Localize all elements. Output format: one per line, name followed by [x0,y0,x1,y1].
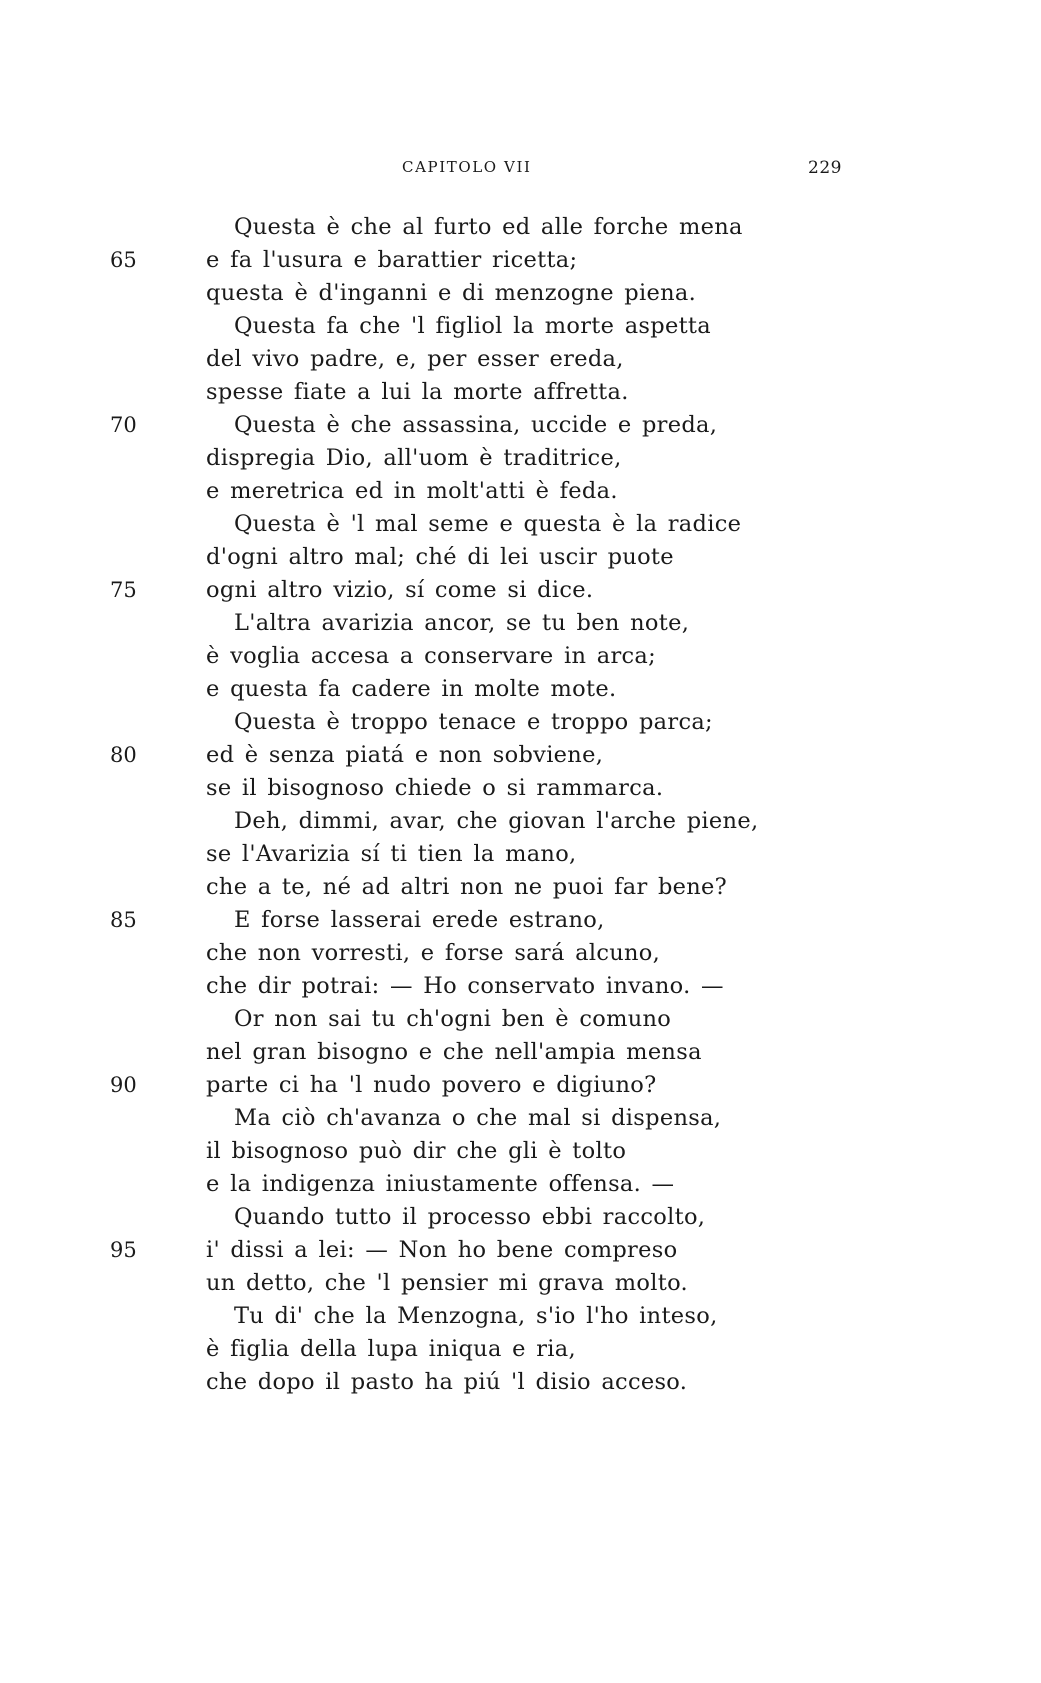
verse-line [0,1201,1041,1234]
verse-text: E forse lasserai erede estrano, [234,907,605,933]
verse-line [0,409,1041,442]
verse-text: i' dissi a lei: — Non ho bene compreso [206,1237,678,1263]
line-number: 70 [110,413,137,437]
verse-text: Questa è che al furto ed alle forche mena [234,214,743,240]
verse-text: è figlia della lupa iniqua e ria, [206,1336,576,1362]
verse-line [0,574,1041,607]
verse-line [0,277,1041,310]
line-number: 95 [110,1238,137,1262]
verse-text: parte ci ha 'l nudo povero e digiuno? [206,1072,657,1098]
verse-line [0,1300,1041,1333]
verse-line [0,673,1041,706]
verse-line [0,1102,1041,1135]
verse-line [0,1003,1041,1036]
verse-text: che a te, né ad altri non ne puoi far bene? [206,874,728,900]
verse-text: il bisognoso può dir che gli è tolto [206,1138,627,1164]
verse-line [0,805,1041,838]
verse-text: che dopo il pasto ha piú 'l disio acceso. [206,1369,688,1395]
verse-text: Tu di' che la Menzogna, s'io l'ho inteso, [234,1303,718,1329]
verse-text: dispregia Dio, all'uom è traditrice, [206,445,622,471]
verse-line [0,541,1041,574]
verse-text: del vivo padre, e, per esser ereda, [206,346,624,372]
verse-text: L'altra avarizia ancor, se tu ben note, [234,610,690,636]
verse-line [0,1168,1041,1201]
verse-block [0,211,1041,1399]
verse-line [0,442,1041,475]
verse-text: e fa l'usura e barattier ricetta; [206,247,578,273]
verse-text: un detto, che 'l pensier mi grava molto. [206,1270,689,1296]
line-number: 90 [110,1073,137,1097]
verse-line [0,343,1041,376]
verse-text: è voglia accesa a conservare in arca; [206,643,657,669]
verse-text: e questa fa cadere in molte mote. [206,676,617,702]
verse-line [0,1234,1041,1267]
verse-line [0,772,1041,805]
verse-line [0,508,1041,541]
verse-line [0,640,1041,673]
verse-line [0,1135,1041,1168]
verse-text: che non vorresti, e forse sará alcuno, [206,940,661,966]
verse-line [0,310,1041,343]
verse-line [0,1333,1041,1366]
verse-text: Questa è che assassina, uccide e preda, [234,412,718,438]
chapter-title: CAPITOLO VII [402,158,532,176]
verse-line [0,244,1041,277]
verse-text: nel gran bisogno e che nell'ampia mensa [206,1039,702,1065]
line-number: 85 [110,908,137,932]
verse-text: questa è d'inganni e di menzogne piena. [206,280,697,306]
verse-text: d'ogni altro mal; ché di lei uscir puote [206,544,674,570]
verse-text: ed è senza piatá e non sobviene, [206,742,604,768]
verse-line [0,1267,1041,1300]
verse-line [0,1366,1041,1399]
verse-text: e meretrica ed in molt'atti è feda. [206,478,618,504]
verse-text: e la indigenza iniustamente offensa. — [206,1171,675,1197]
line-number: 65 [110,248,137,272]
verse-line [0,607,1041,640]
verse-line [0,211,1041,244]
verse-line [0,475,1041,508]
verse-text: se l'Avarizia sí ti tien la mano, [206,841,577,867]
verse-line [0,706,1041,739]
verse-line [0,871,1041,904]
verse-text: Quando tutto il processo ebbi raccolto, [234,1204,706,1230]
verse-text: Questa è 'l mal seme e questa è la radice [234,511,742,537]
verse-line [0,1036,1041,1069]
verse-line [0,904,1041,937]
verse-line [0,376,1041,409]
verse-line [0,1069,1041,1102]
verse-text: Questa fa che 'l figliol la morte aspetta [234,313,711,339]
line-number: 75 [110,578,137,602]
line-number: 80 [110,743,137,767]
verse-text: ogni altro vizio, sí come si dice. [206,577,594,603]
running-head [0,158,1041,182]
verse-text: Or non sai tu ch'ogni ben è comuno [234,1006,672,1032]
verse-text: Deh, dimmi, avar, che giovan l'arche piene, [234,808,759,834]
verse-line [0,838,1041,871]
verse-text: se il bisognoso chiede o si rammarca. [206,775,664,801]
verse-line [0,970,1041,1003]
verse-text: spesse fiate a lui la morte affretta. [206,379,629,405]
verse-text: Questa è troppo tenace e troppo parca; [234,709,713,735]
verse-text: che dir potrai: — Ho conservato invano. — [206,973,724,999]
verse-line [0,937,1041,970]
verse-text: Ma ciò ch'avanza o che mal si dispensa, [234,1105,722,1131]
verse-line [0,739,1041,772]
page-number: 229 [808,158,842,178]
